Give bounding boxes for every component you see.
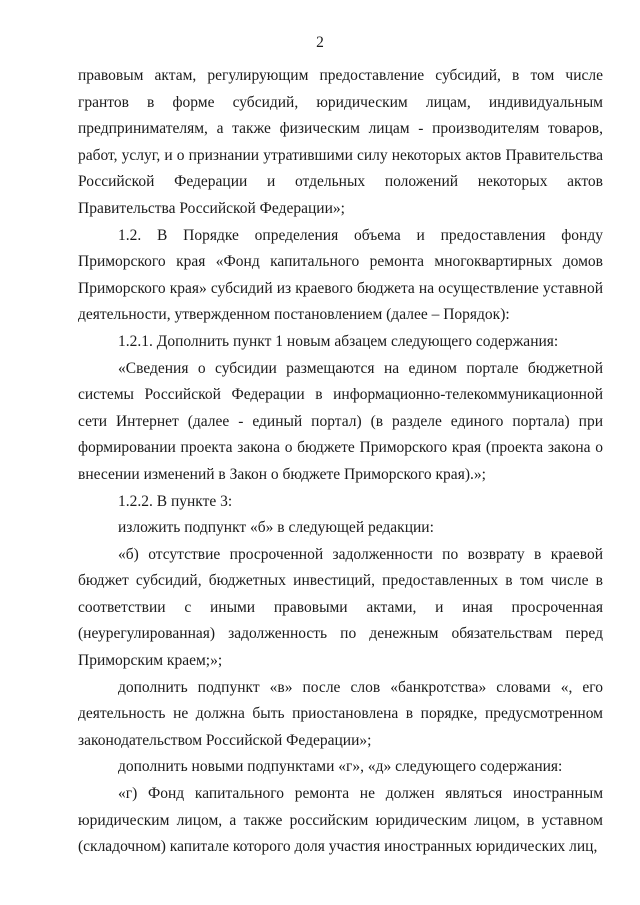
paragraph-subpoint-b: «б) отсутствие просроченной задолженности по возврату в краевой бюджет субсидий, бюджетных инвестиций, предоставленных в том числе в соответствии с иными правовыми актами, и иная просроченная (неурегулированная) задолженность по денежным обязательствам перед Приморским краем;»;	[78, 545, 603, 670]
paragraph-1-2-2: 1.2.2. В пункте 3:	[118, 492, 233, 510]
paragraph-1-2-1: 1.2.1. Дополнить пункт 1 новым абзацем следующего содержания:	[118, 332, 559, 350]
paragraph-new-subpoints-intro: дополнить новыми подпунктами «г», «д» следующего содержания:	[118, 758, 563, 776]
paragraph-subpoint-v: дополнить подпункт «в» после слов «банкротства» словами «, его деятельность не должна быть приостановлена в порядке, предусмотренном законодательством Российской Федерации»;	[78, 678, 603, 749]
document-body	[78, 63, 603, 861]
paragraph-subpoint-g: «г) Фонд капитального ремонта не должен являться иностранным юридическим лицом, а также российским юридическим лицом, в уставном (складочном) капитале которого доля участия иностранных юридических лиц,	[78, 785, 603, 856]
paragraph-1-2: 1.2. В Порядке определения объема и предоставления фонду Приморского края «Фонд капитального ремонта многоквартирных домов Приморского края» субсидий из краевого бюджета на осуществление уставной деятельности, утвержденном постановлением (далее – Порядок):	[78, 226, 603, 324]
page-number: 2	[316, 34, 324, 51]
paragraph-subsidy-info: «Сведения о субсидии размещаются на едином портале бюджетной системы Российской Федерации в информационно-телекоммуникационной сети Интернет (далее - единый портал) (в разделе единого портала) при формировании проекта закона о бюджете Приморского края (проекта закона о внесении изменений в Закон о бюджете Приморского края).»;	[78, 359, 603, 483]
paragraph-subpoint-b-intro: изложить подпункт «б» в следующей редакции:	[118, 519, 434, 537]
paragraph-continuation: правовым актам, регулирующим предоставление субсидий, в том числе грантов в форме субсидий, юридическим лицам, индивидуальным предпринимателям, а также физическим лицам - производителям товаров, работ, услуг, и о признании утратившими силу некоторых актов Правительства Российской Федерации и отдельных положений некоторых актов Правительства Российской Федерации»;	[78, 67, 603, 217]
